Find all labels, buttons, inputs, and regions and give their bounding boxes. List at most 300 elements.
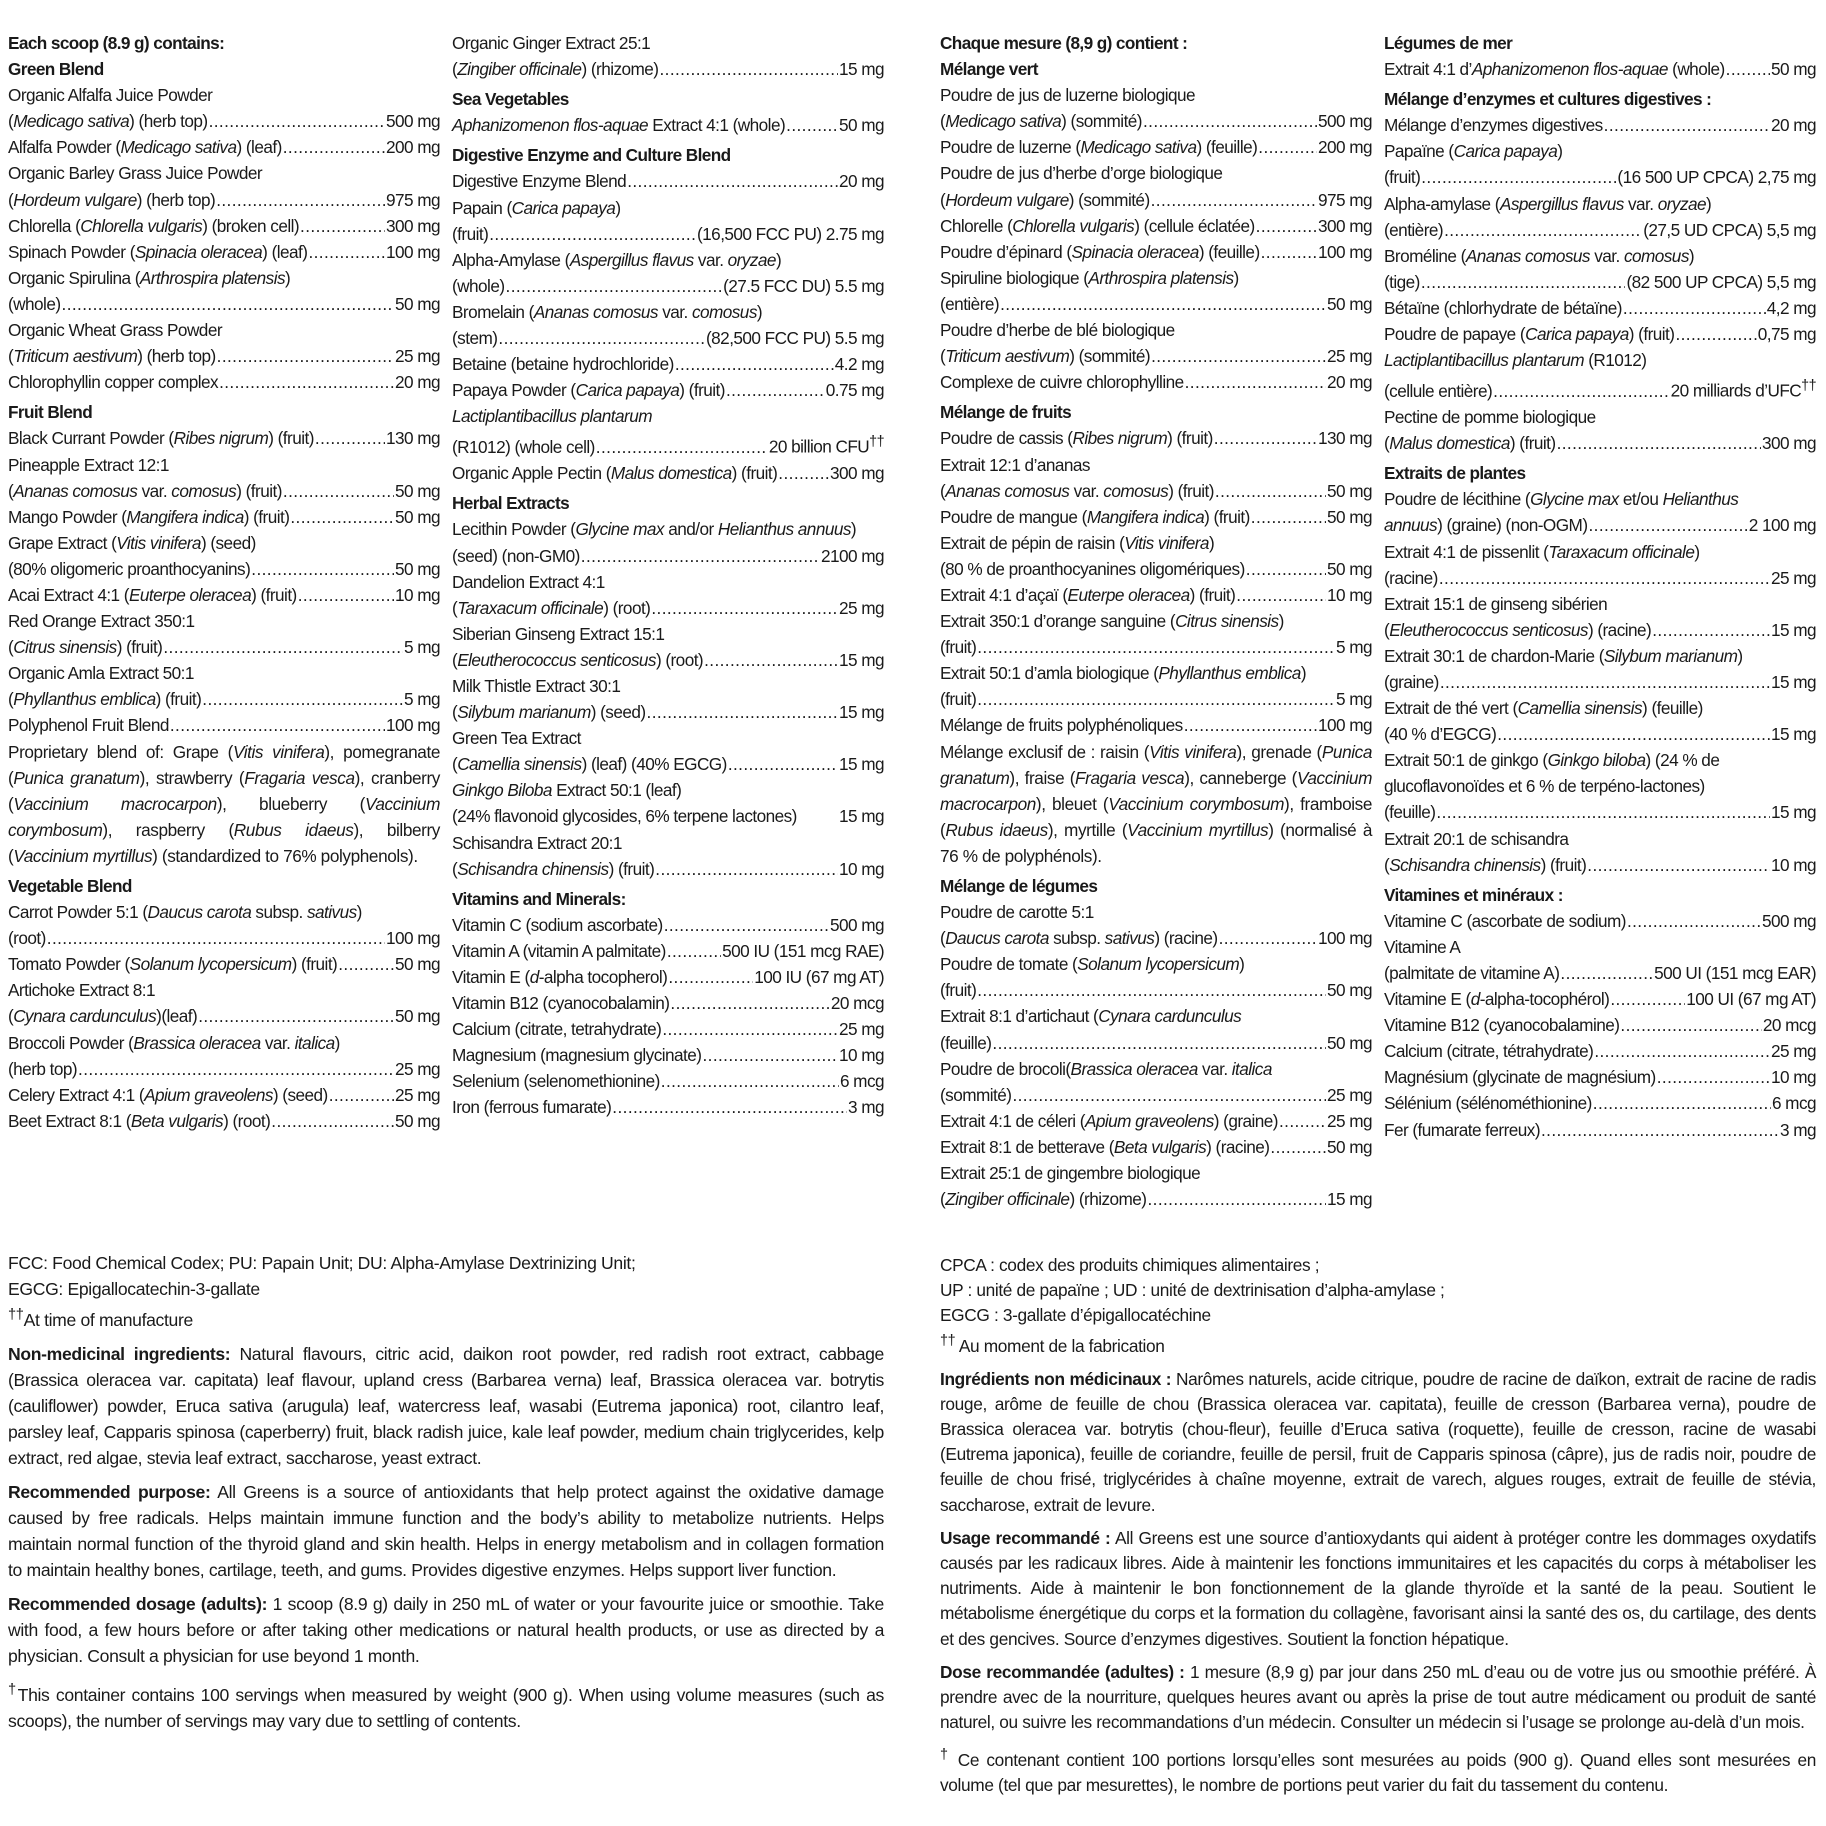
- ingredient-amount: 975 mg: [385, 189, 440, 210]
- abbreviation-line: FCC: Food Chemical Codex; PU: Papain Unit; DU: Alpha-Amylase Dextrinizing Unit;: [8, 1253, 636, 1273]
- manufacture-note: ††At time of manufacture: [8, 1307, 193, 1330]
- ingredient-row: [452, 429, 884, 460]
- ingredient-row: [452, 1016, 884, 1042]
- dot-leader: [1623, 295, 1766, 321]
- ingredient-row: [940, 369, 1372, 395]
- ingredient-row: [940, 187, 1372, 213]
- ingredient-row: [452, 856, 884, 882]
- ingredient-name-line: Broméline (Ananas comosus var. comosus): [1384, 245, 1695, 266]
- ingredient-amount: 10 mg: [1770, 1067, 1816, 1088]
- ingredient-name: (40 % d’EGCG): [1384, 724, 1497, 745]
- ingredient-name-line: Dandelion Extract 4:1: [452, 571, 605, 592]
- dot-leader: [62, 291, 394, 317]
- ingredient-amount: 50 mg: [394, 1110, 440, 1131]
- dot-leader: [1620, 1012, 1762, 1038]
- ingredient-name-line: Poudre de brocoli(Brassica oleracea var. italica: [940, 1058, 1272, 1079]
- dot-leader: [1497, 721, 1770, 747]
- dot-leader: [329, 1082, 394, 1108]
- ingredient-name: Chlorelle (Chlorella vulgaris) (cellule éclatée): [940, 215, 1255, 236]
- ingredient-name-line: Alpha-Amylase (Aspergillus flavus var. oryzae): [452, 249, 782, 270]
- ingredient-row: [452, 325, 884, 351]
- ingredient-name: (racine): [1384, 567, 1438, 588]
- section-heading: Vitamins and Minerals:: [452, 888, 626, 909]
- dot-leader: [251, 556, 394, 582]
- ingredient-amount: 4,2 mg: [1766, 297, 1816, 318]
- ingredient-name: (Ananas comosus var. comosus) (fruit): [940, 480, 1214, 501]
- ingredient-amount: (82,500 FCC PU) 5.5 mg: [706, 328, 884, 349]
- ingredient-name-line: Grape Extract (Vitis vinifera) (seed): [8, 532, 256, 553]
- dot-leader: [651, 595, 838, 621]
- english-ingredients-column-2: [452, 30, 884, 1121]
- section-label: Recommended purpose:: [8, 1481, 211, 1502]
- ingredient-amount: 25 mg: [838, 597, 884, 618]
- ingredient-amount: 500 mg: [1761, 910, 1816, 931]
- dot-leader: [1214, 425, 1317, 451]
- ingredient-name-line: Pineapple Extract 12:1: [8, 454, 169, 475]
- ingredient-name: (Schisandra chinensis) (fruit): [452, 858, 655, 879]
- ingredient-row: [1384, 164, 1816, 190]
- ingredient-name: (Phyllanthus emblica) (fruit): [8, 689, 202, 710]
- dot-leader: [612, 1094, 847, 1120]
- ingredient-amount: 20 mg: [394, 372, 440, 393]
- section-heading: Mélange de fruits: [940, 402, 1072, 423]
- dot-leader: [163, 634, 403, 660]
- ingredient-row: [8, 504, 440, 530]
- ingredient-row: [1384, 56, 1816, 82]
- ingredient-row: [452, 351, 884, 377]
- ingredient-row: [1384, 617, 1816, 643]
- ingredient-name: (Zingiber officinale) (rhizome): [940, 1189, 1147, 1210]
- dot-leader: [670, 990, 830, 1016]
- dot-leader: [209, 108, 385, 134]
- ingredient-name: (seed) (non-GM0): [452, 545, 580, 566]
- ingredient-amount: 50 mg: [1326, 293, 1372, 314]
- ingredient-name: Papaya Powder (Carica papaya) (fruit): [452, 380, 725, 401]
- ingredient-row: [1384, 217, 1816, 243]
- ingredient-name-line: Organic Alfalfa Juice Powder: [8, 85, 213, 106]
- section-heading: Herbal Extracts: [452, 493, 570, 514]
- dot-leader: [1258, 134, 1317, 160]
- ingredient-row: [1384, 112, 1816, 138]
- dot-leader: [1493, 378, 1670, 404]
- ingredient-name: Vitamin C (sodium ascorbate): [452, 914, 663, 935]
- ingredient-amount: 100 mg: [385, 715, 440, 736]
- ingredient-amount: 300 mg: [1761, 433, 1816, 454]
- ingredient-name-line: Poudre de jus d’herbe d’orge biologique: [940, 163, 1223, 184]
- dot-leader: [298, 582, 394, 608]
- ingredient-name: Aphanizomenon flos-aquae Extract 4:1 (whole): [452, 115, 786, 136]
- ingredient-amount: 100 mg: [1317, 241, 1372, 262]
- ingredient-row: [1384, 669, 1816, 695]
- ingredient-amount: 25 mg: [394, 346, 440, 367]
- ingredient-amount: (16,500 FCC PU) 2.75 mg: [697, 223, 884, 244]
- ingredient-row: [940, 291, 1372, 317]
- ingredient-name: Chlorella (Chlorella vulgaris) (broken cell): [8, 215, 300, 236]
- servings-footnote: †This container contains 100 servings when measured by weight (900 g). When using volume measures (such as scoops), the number of servings may vary due to settling of contents.: [8, 1681, 884, 1731]
- ingredient-name: annuus) (graine) (non-OGM): [1384, 515, 1588, 536]
- dot-leader: [1444, 217, 1642, 243]
- ingredient-amount: 300 mg: [829, 463, 884, 484]
- ingredient-amount: 0,75 mg: [1757, 324, 1816, 345]
- dot-leader: [271, 1108, 394, 1134]
- ingredient-amount: 500 mg: [829, 914, 884, 935]
- ingredient-name: Sélénium (sélénométhionine): [1384, 1093, 1592, 1114]
- ingredient-name: Vitamine B12 (cyanocobalamine): [1384, 1015, 1620, 1036]
- ingredient-row: [940, 686, 1372, 712]
- ingredient-amount: 20 mg: [838, 171, 884, 192]
- ingredient-amount: 200 mg: [1317, 137, 1372, 158]
- dot-leader: [1215, 478, 1326, 504]
- ingredient-row: [1384, 373, 1816, 404]
- ingredient-amount: 0.75 mg: [825, 380, 884, 401]
- ingredient-name: Magnesium (magnesium glycinate): [452, 1045, 702, 1066]
- section-label: Ingrédients non médicinaux :: [940, 1368, 1172, 1389]
- ingredient-amount: 10 mg: [1326, 584, 1372, 605]
- dot-leader: [1261, 239, 1317, 265]
- ingredient-amount: 25 mg: [1326, 1110, 1372, 1131]
- non-medicinal-ingredients: [940, 1367, 1816, 1518]
- ingredient-row: [1384, 986, 1816, 1012]
- ingredient-amount: (82 500 UP CPCA) 5,5 mg: [1626, 271, 1816, 292]
- ingredient-name: (Triticum aestivum) (sommité): [940, 346, 1151, 367]
- dot-leader: [1256, 213, 1317, 239]
- dot-leader: [315, 425, 385, 451]
- ingredient-row: [1384, 512, 1816, 538]
- ingredient-name-line: glucoflavonoïdes et 6 % de terpéno-lactones): [1384, 776, 1705, 797]
- ingredient-name: Black Currant Powder (Ribes nigrum) (fruit): [8, 428, 314, 449]
- ingredient-row: [940, 213, 1372, 239]
- dot-leader: [1236, 582, 1326, 608]
- ingredient-name-line: Extrait 25:1 de gingembre biologique: [940, 1163, 1201, 1184]
- ingredient-amount: 10 mg: [1770, 854, 1816, 875]
- section-heading: Chaque mesure (8,9 g) contient :: [940, 33, 1188, 53]
- section-label: Recommended dosage (adults):: [8, 1593, 268, 1614]
- ingredient-row: [8, 634, 440, 660]
- ingredient-row: [8, 925, 440, 951]
- ingredient-amount: 50 mg: [1326, 506, 1372, 527]
- dot-leader: [675, 351, 834, 377]
- dot-leader: [1421, 269, 1626, 295]
- recommended-dosage: [8, 1591, 884, 1669]
- ingredient-name-line: Broccoli Powder (Brassica oleracea var. italica): [8, 1032, 340, 1053]
- dot-leader: [338, 951, 394, 977]
- recommended-purpose: [940, 1526, 1816, 1652]
- ingredient-row: [1384, 321, 1816, 347]
- section-text: 1 scoop (8.9 g) daily in 250 mL of water or your favourite juice or smoothie. Take with food, a few hours before or after taking other medications or natural health products, or use as directed by a physician. Consult a physician for use beyond 1 month.: [8, 1593, 884, 1666]
- ingredient-amount: 25 mg: [1770, 1041, 1816, 1062]
- ingredient-name: Fer (fumarate ferreux): [1384, 1119, 1540, 1140]
- ingredient-name-line: Poudre d’herbe de blé biologique: [940, 320, 1175, 341]
- ingredient-name: (24% flavonoid glycosides, 6% terpene lactones): [452, 806, 797, 827]
- ingredient-row: [940, 134, 1372, 160]
- ingredient-row: [452, 803, 884, 829]
- ingredient-row: [452, 647, 884, 673]
- ingredient-name-line: Schisandra Extract 20:1: [452, 832, 622, 853]
- ingredient-name: Magnésium (glycinate de magnésium): [1384, 1067, 1656, 1088]
- ingredient-name: (fruit): [1384, 167, 1421, 188]
- ingredient-amount: 500 IU (151 mcg RAE): [722, 940, 884, 961]
- dot-leader: [1270, 1134, 1326, 1160]
- dot-leader: [498, 325, 705, 351]
- dot-leader: [1184, 712, 1317, 738]
- ingredient-name: (Schisandra chinensis) (fruit): [1384, 854, 1587, 875]
- ingredient-amount: 6 mcg: [1771, 1093, 1816, 1114]
- ingredient-name: (whole): [8, 293, 61, 314]
- ingredient-name: (graine): [1384, 671, 1439, 692]
- ingredient-name: (palmitate de vitamine A): [1384, 963, 1560, 984]
- ingredient-row: [1384, 908, 1816, 934]
- dot-leader: [1251, 504, 1326, 530]
- ingredient-name-line: Extrait 15:1 de ginseng sibérien: [1384, 593, 1608, 614]
- ingredient-amount: 300 mg: [385, 215, 440, 236]
- ingredient-row: [940, 925, 1372, 951]
- ingredient-amount: 50 mg: [1326, 980, 1372, 1001]
- ingredient-name-line: Organic Amla Extract 50:1: [8, 663, 194, 684]
- ingredient-amount: 10 mg: [394, 584, 440, 605]
- section-heading: Légumes de mer: [1384, 33, 1513, 53]
- section-heading: Fruit Blend: [8, 402, 93, 423]
- ingredient-name: (Zingiber officinale) (rhizome): [452, 59, 659, 80]
- dot-leader: [1726, 56, 1770, 82]
- ingredient-name: (Eleutherococcus senticosus) (root): [452, 649, 704, 670]
- ingredient-name: (tige): [1384, 271, 1420, 292]
- ingredient-name: (Hordeum vulgare) (herb top): [8, 189, 216, 210]
- french-ingredients-column-1: [940, 30, 1372, 1212]
- section-text: All Greens est une source d’antioxydants qui aident à protéger contre les dommages oxydatifs causés par les radicaux libres. Aide à maintenir les fonctions immunitaires et les capacités du corps à métaboliser les nutriments. Aide à maintenir le bon fonctionnement de la glande thyroïde et la santé de la peau. Soutient le métabolisme énergétique du corps et la formation du collagène, favorisant ainsi la santé des os, du cartilage, des dents et des gencives. Source d’enzymes digestives. Soutient la fonction hépatique.: [940, 1527, 1816, 1649]
- non-medicinal-ingredients: [8, 1341, 884, 1471]
- ingredient-row: [1384, 1090, 1816, 1116]
- ingredient-amount: 100 UI (67 mg AT): [1686, 989, 1816, 1010]
- ingredient-name-line: Ginkgo Biloba Extract 50:1 (leaf): [452, 780, 682, 801]
- ingredient-row: [452, 964, 884, 990]
- ingredient-amount: 3 mg: [847, 1097, 884, 1118]
- ingredient-name-line: Extrait 8:1 d’artichaut (Cynara cardunculus: [940, 1006, 1242, 1027]
- dot-leader: [283, 134, 385, 160]
- section-heading: Digestive Enzyme and Culture Blend: [452, 145, 731, 166]
- ingredient-name-line: Organic Spirulina (Arthrospira platensis): [8, 267, 291, 288]
- dot-leader: [1652, 617, 1770, 643]
- ingredient-name: (cellule entière): [1384, 380, 1493, 401]
- dot-leader: [627, 168, 838, 194]
- abbreviation-line: EGCG: Epigallocatechin-3-gallate: [8, 1279, 260, 1299]
- abbreviation-line: EGCG : 3-gallate d’épigallocatéchine: [940, 1305, 1211, 1326]
- ingredient-name-line: Extrait de thé vert (Camellia sinensis) (feuille): [1384, 698, 1703, 719]
- blend-description: Proprietary blend of: Grape (Vitis vinifera), pomegranate (Punica granatum), strawberry (Fragaria vesca), cranberry (Vaccinium macrocarpon), blueberry (Vaccinium corymbosum), raspberry (Rubus idaeus), bilberry (Vaccinium myrtillus) (standardized to 76% polyphenols).: [8, 741, 440, 866]
- ingredient-name: Calcium (citrate, tetrahydrate): [452, 1019, 662, 1040]
- ingredient-row: [8, 686, 440, 712]
- dot-leader: [1143, 108, 1317, 134]
- section-heading: Each scoop (8.9 g) contains:: [8, 33, 225, 53]
- ingredient-row: [1384, 565, 1816, 591]
- ingredient-amount: 15 mg: [1770, 671, 1816, 692]
- ingredient-row: [1384, 1064, 1816, 1090]
- ingredient-name: Complexe de cuivre chlorophylline: [940, 372, 1184, 393]
- ingredient-amount: 100 mg: [385, 241, 440, 262]
- ingredient-name: Calcium (citrate, tétrahydrate): [1384, 1041, 1594, 1062]
- dot-leader: [1627, 908, 1761, 934]
- ingredient-amount: 50 mg: [1326, 1136, 1372, 1157]
- english-ingredients-column-1: [8, 30, 440, 1134]
- ingredient-amount: 20 mcg: [830, 993, 884, 1014]
- ingredient-row: [940, 1186, 1372, 1212]
- ingredient-row: [452, 168, 884, 194]
- ingredient-row: [8, 291, 440, 317]
- ingredient-amount: 15 mg: [1770, 724, 1816, 745]
- ingredient-name-line: Organic Wheat Grass Powder: [8, 320, 222, 341]
- dot-leader: [198, 1003, 394, 1029]
- abbreviation-line: CPCA : codex des produits chimiques alimentaires ;: [940, 1255, 1320, 1275]
- ingredient-row: [940, 1030, 1372, 1056]
- dot-leader: [47, 925, 385, 951]
- section-heading: Vegetable Blend: [8, 876, 132, 896]
- ingredient-name: Acai Extract 4:1 (Euterpe oleracea) (fruit): [8, 584, 297, 605]
- dot-leader: [728, 751, 838, 777]
- ingredient-name: Beet Extract 8:1 (Beta vulgaris) (root): [8, 1110, 271, 1131]
- ingredient-amount: 25 mg: [1770, 567, 1816, 588]
- ingredient-name: Mélange de fruits polyphénoliques: [940, 715, 1183, 736]
- ingredient-name: (entière): [1384, 219, 1444, 240]
- ingredient-row: [452, 460, 884, 486]
- dot-leader: [655, 856, 838, 882]
- ingredient-amount: 500 UI (151 mcg EAR): [1654, 963, 1816, 984]
- ingredient-amount: 15 mg: [1326, 1189, 1372, 1210]
- ingredient-name-line: Organic Barley Grass Juice Powder: [8, 163, 263, 184]
- ingredient-row: [452, 912, 884, 938]
- ingredient-name: Betaine (betaine hydrochloride): [452, 354, 674, 375]
- ingredient-name: Vitamin E (d-alpha tocopherol): [452, 967, 668, 988]
- ingredient-name: Vitamine E (d-alpha-tocophérol): [1384, 989, 1610, 1010]
- ingredient-name: Vitamin A (vitamin A palmitate): [452, 940, 666, 961]
- ingredient-name-line: Lactiplantibacillus plantarum (R1012): [1384, 350, 1647, 371]
- ingredient-row: [452, 543, 884, 569]
- ingredient-row: [452, 273, 884, 299]
- dot-leader: [1279, 1108, 1326, 1134]
- ingredient-row: [8, 478, 440, 504]
- ingredient-name-line: Vitamine A: [1384, 936, 1461, 957]
- ingredient-name: Extrait 4:1 de céleri (Apium graveolens) (graine): [940, 1110, 1278, 1131]
- ingredient-row: [940, 582, 1372, 608]
- section-heading: Mélange vert: [940, 59, 1038, 80]
- dot-leader: [1421, 164, 1616, 190]
- ingredient-name-line: Extrait 12:1 d’ananas: [940, 454, 1090, 475]
- dot-leader: [647, 699, 838, 725]
- section-heading: Mélange de légumes: [940, 876, 1098, 896]
- dot-leader: [1151, 187, 1317, 213]
- ingredient-amount: 50 mg: [1326, 1032, 1372, 1053]
- section-text: Natural flavours, citric acid, daikon root powder, red radish root extract, cabbage (Brassica oleracea var. capitata) leaf flavour, upland cress (Barbarea verna) leaf, Brassica oleracea var. botrytis (cauliflower) powder, Eruca sativa (arugula) leaf, watercress leaf, wasabi (Eutrema japonica) root, cilantro leaf, parsley leaf, Capparis spinosa (caperberry) fruit, black radish juice, kale leaf powder, medium chain triglycerides, kelp extract, red algae, stevia leaf extract, saccharose, yeast extract.: [8, 1343, 884, 1468]
- ingredient-amount: 25 mg: [1326, 346, 1372, 367]
- ingredient-amount: 15 mg: [1770, 802, 1816, 823]
- ingredient-row: [1384, 1038, 1816, 1064]
- ingredient-amount: 130 mg: [385, 428, 440, 449]
- ingredient-name-line: Papaïne (Carica papaya): [1384, 141, 1563, 162]
- ingredient-name-line: Alpha-amylase (Aspergillus flavus var. oryzae): [1384, 193, 1712, 214]
- ingredient-amount: 200 mg: [385, 137, 440, 158]
- ingredient-amount: 130 mg: [1317, 428, 1372, 449]
- dot-leader: [596, 434, 768, 460]
- dot-leader: [704, 647, 838, 673]
- ingredient-name: (fruit): [940, 980, 977, 1001]
- recommended-purpose: [8, 1479, 884, 1583]
- section-label: Usage recommandé :: [940, 1527, 1111, 1548]
- ingredient-name-line: Lecithin Powder (Glycine max and/or Helianthus annuus): [452, 519, 857, 540]
- dot-leader: [581, 543, 820, 569]
- dot-leader: [1594, 1038, 1770, 1064]
- dot-leader: [726, 377, 825, 403]
- ingredient-name: Spinach Powder (Spinacia oleracea) (leaf): [8, 241, 308, 262]
- ingredient-name-line: Extrait 350:1 d’orange sanguine (Citrus sinensis): [940, 611, 1284, 632]
- ingredient-row: [452, 751, 884, 777]
- ingredient-name-line: Carrot Powder 5:1 (Daucus carota subsp. sativus): [8, 902, 362, 923]
- ingredient-name-line: Extrait 20:1 de schisandra: [1384, 828, 1569, 849]
- ingredient-name: (R1012) (whole cell): [452, 437, 595, 458]
- section-label: Non-medicinal ingredients:: [8, 1343, 231, 1364]
- ingredient-amount: 15 mg: [838, 806, 884, 827]
- servings-footnote: † Ce contenant contient 100 portions lorsqu’elles sont mesurées au poids (900 g). Quand elles sont mesurées en volume (tel que par mesurettes), le nombre de portions peut varier du fait du tassement du contenu.: [940, 1747, 1817, 1796]
- ingredient-name: (herb top): [8, 1058, 78, 1079]
- ingredient-name-line: Extrait 30:1 de chardon-Marie (Silybum marianum): [1384, 645, 1743, 666]
- ingredient-name: (feuille): [940, 1032, 992, 1053]
- ingredient-amount: 20 mg: [1326, 372, 1372, 393]
- ingredient-amount: (27.5 FCC DU) 5.5 mg: [723, 275, 884, 296]
- ingredient-row: [1384, 960, 1816, 986]
- ingredient-row: [8, 239, 440, 265]
- ingredient-amount: 15 mg: [838, 702, 884, 723]
- ingredient-row: [8, 1082, 440, 1108]
- dot-leader: [1610, 986, 1685, 1012]
- ingredient-amount: 50 mg: [394, 293, 440, 314]
- ingredient-amount: (27,5 UD CPCA) 5,5 mg: [1643, 219, 1816, 240]
- dot-leader: [1593, 1090, 1771, 1116]
- dot-leader: [1587, 852, 1770, 878]
- dot-leader: [170, 712, 385, 738]
- dot-leader: [1604, 112, 1770, 138]
- section-heading: Extraits de plantes: [1384, 463, 1526, 484]
- section-heading: Green Blend: [8, 59, 104, 80]
- ingredient-amount: 25 mg: [394, 1084, 440, 1105]
- ingredient-row: [940, 343, 1372, 369]
- ingredient-row: [1384, 799, 1816, 825]
- ingredient-name: (Citrus sinensis) (fruit): [8, 637, 163, 658]
- dot-leader: [992, 1030, 1326, 1056]
- ingredient-name-line: Poudre de lécithine (Glycine max et/ou Helianthus: [1384, 489, 1739, 510]
- ingredient-row: [8, 1003, 440, 1029]
- section-text: All Greens is a source of antioxidants that help protect against the oxidative damage caused by free radicals. Helps maintain immune function and the body’s ability to metabolize nutrients. Helps maintain normal function of the thyroid gland and skin health. Helps in energy metabolism and in collagen formation to maintain healthy bones, cartilage, teeth, and gums. Provides digestive enzymes. Helps support liver function.: [8, 1481, 884, 1580]
- ingredient-amount: 50 mg: [1770, 59, 1816, 80]
- ingredient-amount: 2100 mg: [820, 545, 884, 566]
- ingredient-row: [452, 1094, 884, 1120]
- ingredient-name: Poudre de mangue (Mangifera indica) (fruit): [940, 506, 1250, 527]
- ingredient-name: (Medicago sativa) (sommité): [940, 111, 1142, 132]
- section-heading: Vitamines et minéraux :: [1384, 884, 1563, 905]
- ingredient-name: (fruit): [940, 637, 977, 658]
- dot-leader: [977, 977, 1326, 1003]
- ingredient-name: Tomato Powder (Solanum lycopersicum) (fruit): [8, 954, 338, 975]
- ingredient-amount: 50 mg: [394, 954, 440, 975]
- french-ingredients-column-2: [1384, 30, 1816, 1143]
- ingredient-name: (Eleutherococcus senticosus) (racine): [1384, 619, 1652, 640]
- dot-leader: [219, 369, 394, 395]
- ingredient-amount: 50 mg: [394, 506, 440, 527]
- ingredient-amount: 15 mg: [838, 649, 884, 670]
- ingredient-amount: 975 mg: [1317, 189, 1372, 210]
- dot-leader: [283, 478, 394, 504]
- blend-description: Mélange exclusif de : raisin (Vitis vinifera), grenade (Punica granatum), fraise (Fragaria vesca), canneberge (Vaccinium macrocarpon), bleuet (Vaccinium corymbosum), framboise (Rubus idaeus), myrtille (Vaccinium myrtillus) (normalisé à 76 % de polyphénols).: [940, 741, 1373, 866]
- ingredient-amount: 50 mg: [394, 558, 440, 579]
- ingredient-name-line: Lactiplantibacillus plantarum: [452, 406, 652, 427]
- ingredient-row: [940, 712, 1372, 738]
- ingredient-row: [8, 108, 440, 134]
